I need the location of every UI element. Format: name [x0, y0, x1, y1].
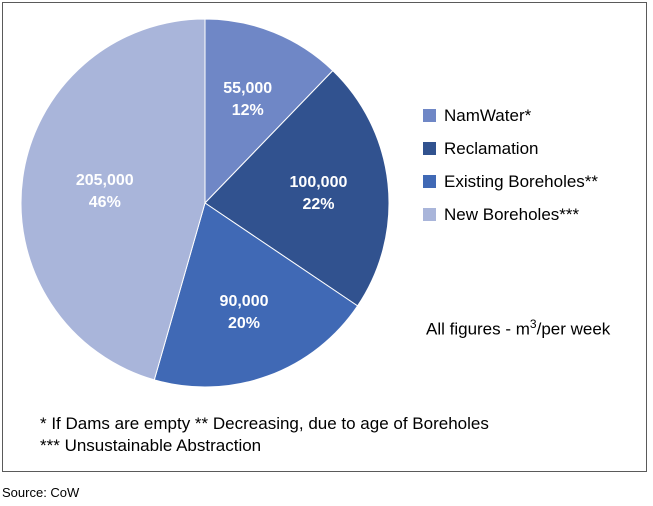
legend-swatch	[423, 109, 436, 122]
legend-label: Existing Boreholes**	[444, 171, 599, 191]
legend-item	[423, 165, 598, 198]
slice-percent-label: 46%	[88, 193, 121, 211]
legend-swatch	[423, 142, 436, 155]
source-note: Source: CoW	[2, 485, 80, 500]
legend	[423, 99, 598, 231]
legend-swatch	[423, 175, 436, 188]
slice-percent-label: 20%	[228, 315, 261, 333]
legend-label: NamWater*	[444, 105, 532, 125]
slice-value-label: 55,000	[223, 80, 273, 98]
pie-chart	[3, 3, 648, 473]
units-prefix: All figures - m	[426, 319, 530, 339]
legend-item	[423, 99, 598, 132]
legend-item	[423, 198, 598, 231]
units-suffix: /per week	[536, 319, 611, 339]
footnotes	[40, 413, 489, 457]
legend-label: New Boreholes***	[444, 204, 580, 224]
slice-value-label: 100,000	[289, 174, 348, 192]
legend-swatch	[423, 208, 436, 221]
units-note	[426, 317, 610, 340]
slice-percent-label: 22%	[302, 196, 335, 214]
units-sup: 3	[529, 317, 537, 331]
slice-percent-label: 12%	[231, 102, 264, 120]
legend-label: Reclamation	[444, 138, 539, 158]
footnote-line: *** Unsustainable Abstraction	[40, 436, 262, 455]
chart-frame	[2, 2, 647, 472]
slice-value-label: 205,000	[75, 171, 134, 189]
footnote-line: * If Dams are empty ** Decreasing, due to age of Boreholes	[40, 414, 489, 433]
legend-item	[423, 132, 598, 165]
slice-value-label: 90,000	[219, 293, 269, 311]
